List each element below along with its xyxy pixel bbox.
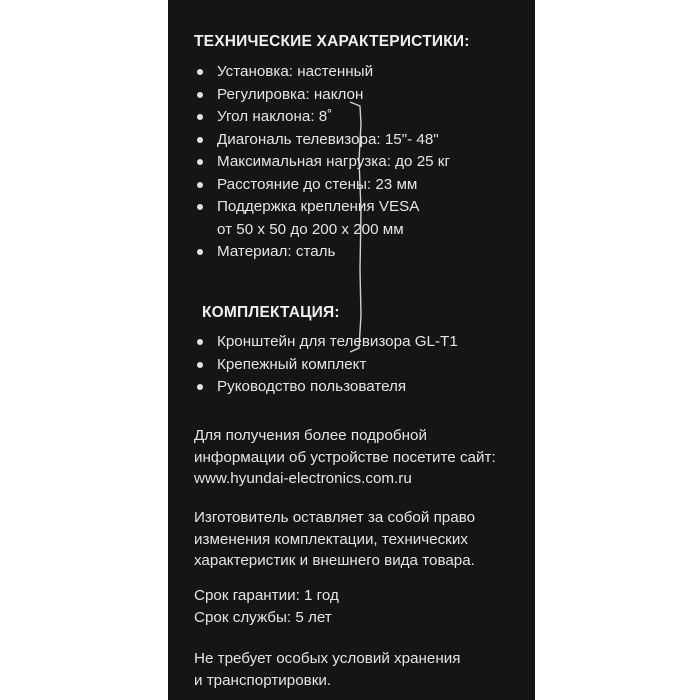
storage-paragraph: Не требует особых условий хранения и транспортировки. — [194, 650, 461, 689]
package-heading: КОМПЛЕКТАЦИЯ: — [202, 304, 340, 321]
bullet-icon — [197, 249, 203, 255]
spec-item: Поддержка крепления VESA от 50 х 50 до 200 х 200 мм — [194, 196, 450, 241]
bullet-icon — [197, 159, 203, 165]
package-list — [194, 331, 458, 399]
specs-list — [194, 61, 450, 264]
info-paragraph: Для получения более подробной информации об устройстве посетите сайт: www.hyundai-electronics.com.ru — [194, 425, 496, 490]
bullet-icon — [197, 204, 203, 210]
bullet-icon — [197, 362, 203, 368]
package-item: Крепежный комплект — [194, 354, 458, 377]
spec-item: Расстояние до стены: 23 мм — [194, 174, 450, 197]
website-link: www.hyundai-electronics.com.ru — [194, 470, 412, 487]
bullet-icon — [197, 182, 203, 188]
spec-item: Материал: сталь — [194, 241, 450, 264]
bullet-icon — [197, 339, 203, 345]
bullet-icon — [197, 114, 203, 120]
bullet-icon — [197, 69, 203, 75]
bullet-icon — [197, 137, 203, 143]
spec-item: Регулировка: наклон — [194, 84, 450, 107]
bullet-icon — [197, 92, 203, 98]
disclaimer-paragraph: Изготовитель оставляет за собой право изменения комплектации, технических характеристик и внешнего вида товара. — [194, 509, 476, 569]
spec-item: Установка: настенный — [194, 61, 450, 84]
package-item: Кронштейн для телевизора GL-T1 — [194, 331, 458, 354]
spec-item: Диагональ телевизора: 15"- 48" — [194, 129, 450, 152]
package-item: Руководство пользователя — [194, 376, 458, 399]
spec-item: Угол наклона: 8˚ — [194, 106, 450, 129]
bullet-icon — [197, 384, 203, 390]
specs-heading: ТЕХНИЧЕСКИЕ ХАРАКТЕРИСТИКИ: — [194, 33, 470, 50]
warranty-paragraph: Срок гарантии: 1 год Срок службы: 5 лет — [194, 587, 339, 626]
spec-item: Максимальная нагрузка: до 25 кг — [194, 151, 450, 174]
